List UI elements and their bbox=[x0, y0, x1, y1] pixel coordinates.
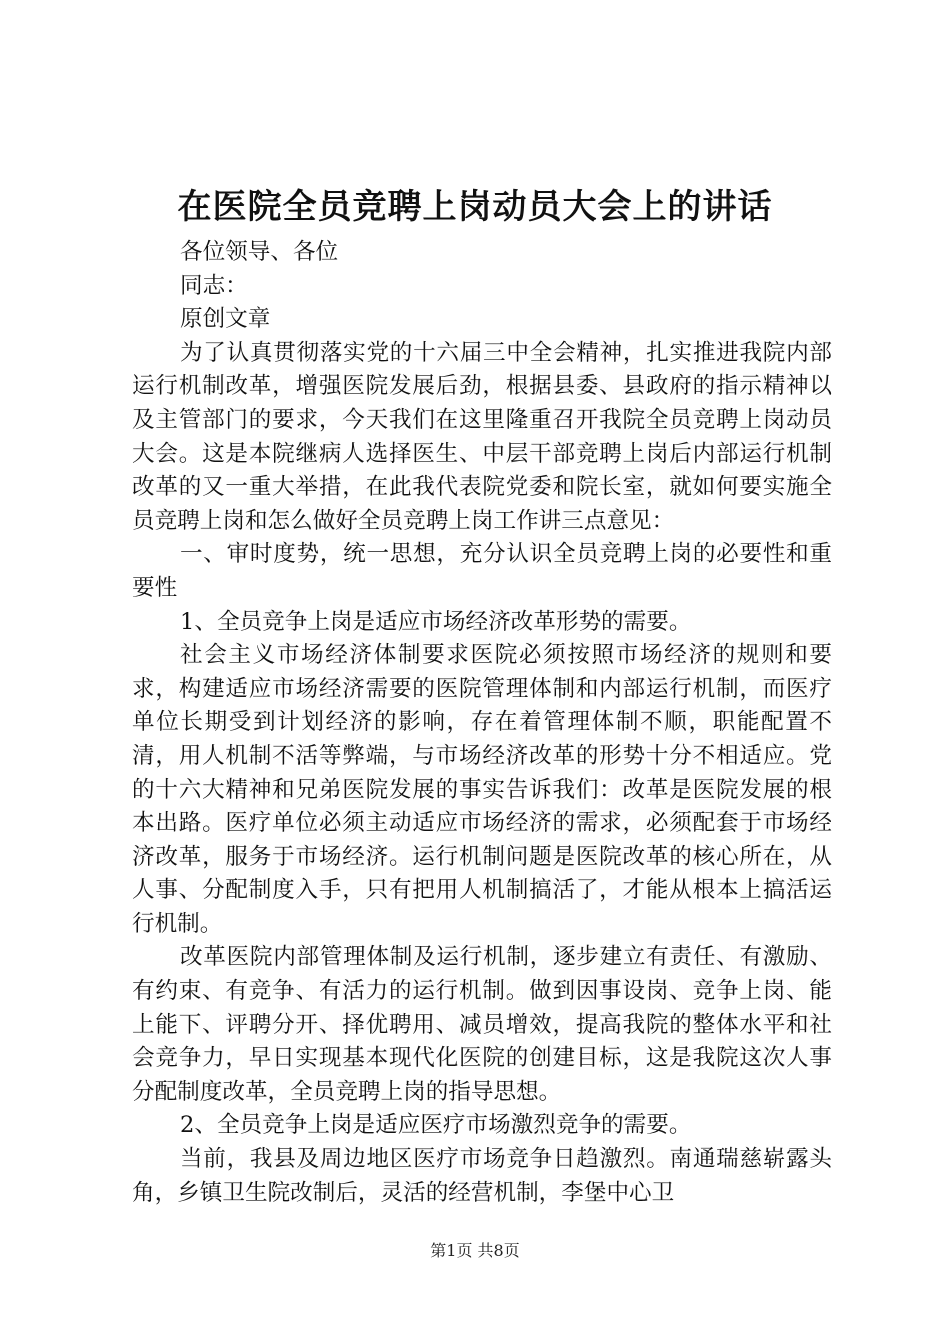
paragraph: 为了认真贯彻落实党的十六届三中全会精神，扎实推进我院内部运行机制改革，增强医院发展后劲，根据县委、县政府的指示精神以及主管部门的要求，今天我们在这里隆重召开我院全员竞聘上岗动员大会。这是本院继病人选择医生、中层干部竞聘上岗后内部运行机制改革的又一重大举措，在此我代表院党委和院长室，就如何要实施全员竞聘上岗和怎么做好全员竞聘上岗工作讲三点意见： bbox=[132, 339, 832, 534]
paragraph: 社会主义市场经济体制要求医院必须按照市场经济的规则和要求，构建适应市场经济需要的医院管理体制和内部运行机制，而医疗单位长期受到计划经济的影响，存在着管理体制不顺，职能配置不清，用人机制不活等弊端，与市场经济改革的形势十分不相适应。党的十六大精神和兄弟医院发展的事实告诉我们：改革是医院发展的根本出路。医疗单位必须主动适应市场经济的需求，必须配套于市场经济改革，服务于市场经济。运行机制问题是医院改革的核心所在，从人事、分配制度入手，只有把用人机制搞活了，才能从根本上搞活运行机制。 bbox=[132, 642, 832, 937]
document-title: 在医院全员竞聘上岗动员大会上的讲话 bbox=[177, 187, 773, 227]
paragraph: 当前，我县及周边地区医疗市场竞争日趋激烈。南通瑞慈崭露头角，乡镇卫生院改制后，灵活的经营机制，李堡中心卫 bbox=[132, 1146, 832, 1206]
paragraph: 改革医院内部管理体制及运行机制，逐步建立有责任、有激励、有约束、有竞争、有活力的运行机制。做到因事设岗、竞争上岗、能上能下、评聘分开、择优聘用、减员增效，提高我院的整体水平和社会竞争力，早日实现基本现代化医院的创建目标，这是我院这次人事分配制度改革，全员竞聘上岗的指导思想。 bbox=[132, 944, 832, 1105]
greeting-line: 同志： bbox=[180, 272, 248, 299]
document-body bbox=[132, 236, 832, 1210]
page-number: 第1页 共8页 bbox=[430, 1241, 520, 1260]
greeting-line: 原创文章 bbox=[180, 306, 271, 333]
subsection-heading: 1、全员竞争上岗是适应市场经济改革形势的需要。 bbox=[180, 608, 692, 635]
subsection-heading: 2、全员竞争上岗是适应医疗市场激烈竞争的需要。 bbox=[180, 1112, 692, 1139]
greeting-line: 各位领导、各位 bbox=[180, 239, 339, 265]
section-heading: 一、审时度势，统一思想，充分认识全员竞聘上岗的必要性和重要性 bbox=[132, 541, 832, 601]
